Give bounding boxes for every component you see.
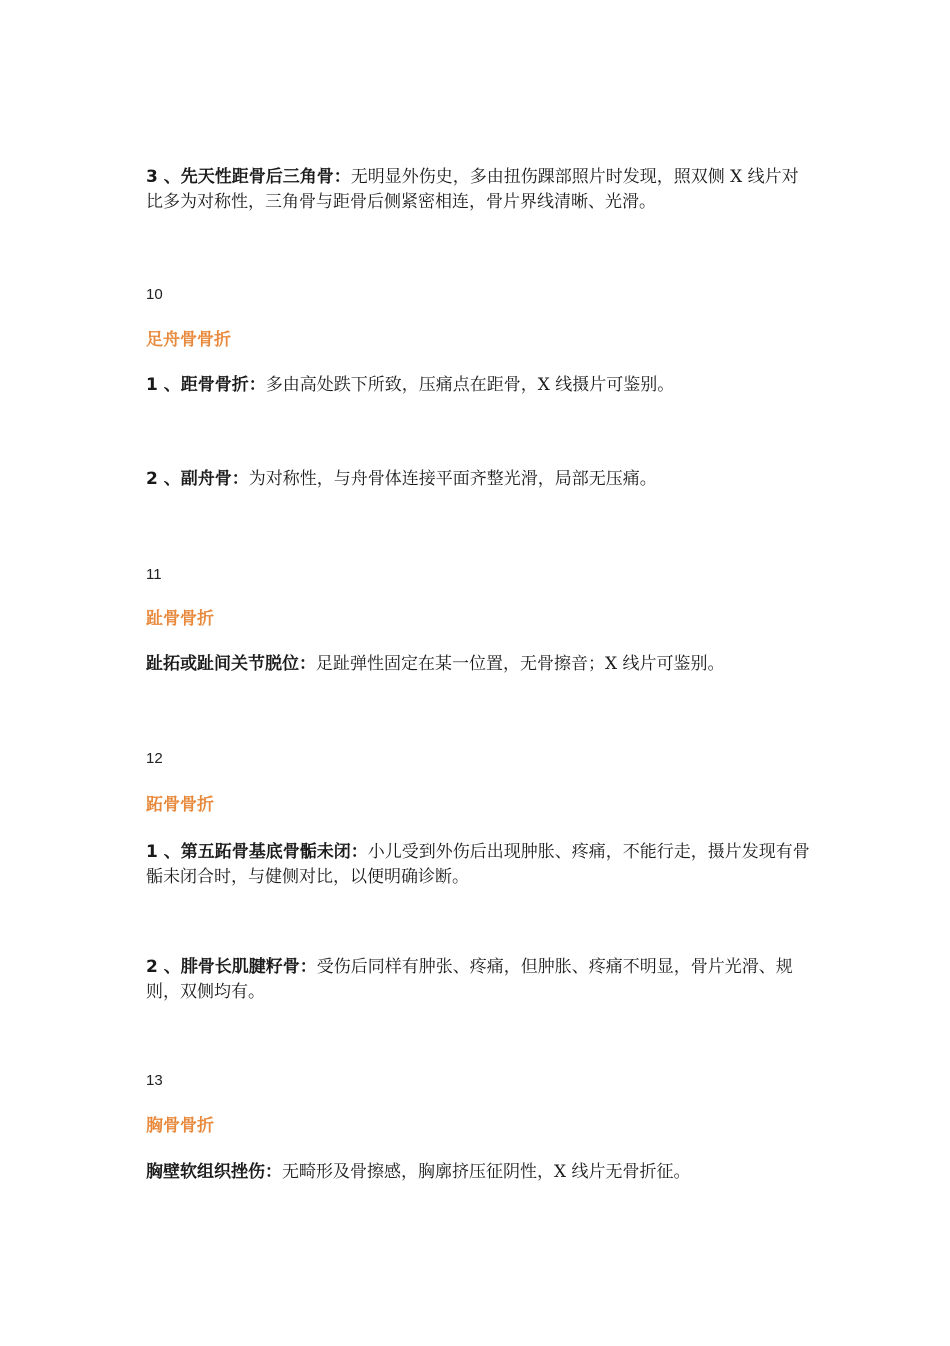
section-heading-sternum: 胸骨骨折 — [146, 1116, 214, 1136]
section-heading-navicular: 足舟骨骨折 — [146, 330, 231, 350]
section-heading-phalanx: 趾骨骨折 — [146, 609, 214, 629]
paragraph-label: 2 、腓骨长肌腱籽骨： — [146, 957, 317, 977]
paragraph-text: 小儿受到外伤后出现肿胀、疼痛，不能行走，摄片发现有骨骺未闭合时，与健侧对比，以便明确诊断。 — [146, 842, 810, 887]
paragraph-text: 足趾弹性固定在某一位置，无骨擦音；X 线片可鉴别。 — [316, 654, 725, 674]
paragraph-talus-triangle — [146, 165, 814, 215]
paragraph-fifth-metatarsal — [146, 840, 814, 890]
paragraph-text: 无明显外伤史，多由扭伤踝部照片时发现，照双侧 X 线片对比多为对称性，三角骨与距骨后侧紧密相连，骨片界线清晰、光滑。 — [146, 167, 799, 212]
paragraph-label: 3 、先天性距骨后三角骨： — [146, 167, 351, 187]
section-number-13: 13 — [146, 1072, 163, 1089]
paragraph-accessory-navicular — [146, 467, 814, 492]
section-number-10: 10 — [146, 286, 163, 303]
paragraph-label: 1 、第五跖骨基底骨骺未闭： — [146, 842, 368, 862]
paragraph-text: 多由高处跌下所致，压痛点在距骨，X 线摄片可鉴别。 — [265, 375, 675, 395]
paragraph-label: 2 、副舟骨： — [146, 469, 249, 489]
section-number-11: 11 — [146, 566, 162, 583]
paragraph-text: 为对称性，与舟骨体连接平面齐整光滑，局部无压痛。 — [248, 469, 657, 489]
section-number-12: 12 — [146, 750, 163, 767]
paragraph-peroneus-sesamoid — [146, 955, 814, 1005]
paragraph-label: 1 、距骨骨折： — [146, 375, 266, 395]
paragraph-text: 受伤后同样有肿张、疼痛，但肿胀、疼痛不明显，骨片光滑、规则，双侧均有。 — [146, 957, 793, 1002]
section-heading-metatarsal: 跖骨骨折 — [146, 795, 214, 815]
paragraph-chest-wall — [146, 1160, 814, 1185]
paragraph-toe-dislocation — [146, 652, 814, 677]
paragraph-label: 胸壁软组织挫伤： — [146, 1162, 282, 1182]
paragraph-talus-fracture — [146, 373, 814, 398]
paragraph-label: 趾拓或趾间关节脱位： — [146, 654, 316, 674]
paragraph-text: 无畸形及骨擦感，胸廓挤压征阴性，X 线片无骨折征。 — [282, 1162, 691, 1182]
